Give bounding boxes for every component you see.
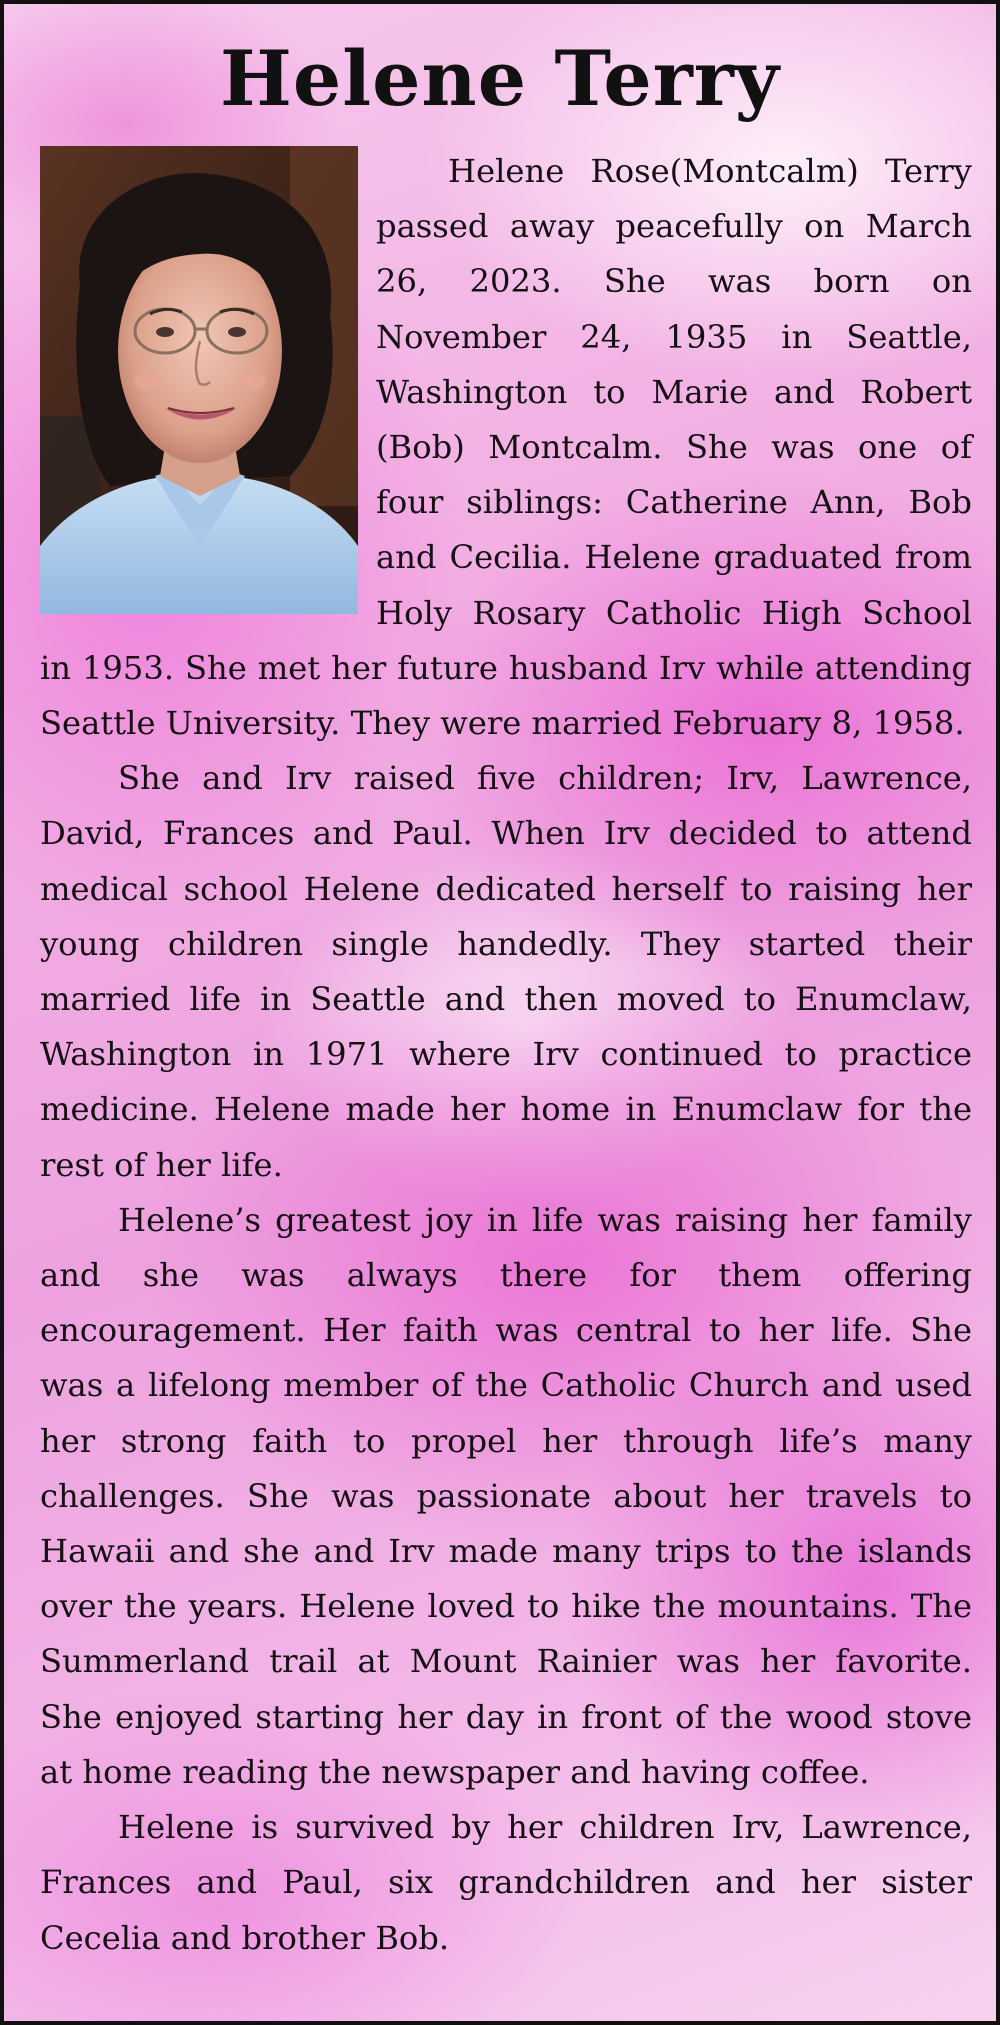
paragraph-2: She and Irv raised five children; Irv, Lawrence, David, Frances and Paul. When Irv decided to attend medical school Helene dedicated herself to raising her young children single handedly. They started their married life in Seattle and then moved to Enumclaw, Washington in 1971 where Irv continued to practice medicine. Helene made her home in Enumclaw for the rest of her life. bbox=[40, 759, 972, 1184]
paragraph-1-text: Helene Rose(Montcalm) Terry passed away peacefully on March 26, 2023. She was born on November 24, 1935 in Seattle, Washington to Marie and Robert (Bob) Montcalm. She was one of four siblings: Catherine Ann, Bob and Cecilia. Helene graduated from Holy Rosary Catholic High School in 1953. She met her future husband Irv while attending Seattle University. They were married February 8, 1958. bbox=[40, 152, 972, 743]
photo-wrap-spacer bbox=[40, 144, 376, 614]
obituary-body bbox=[40, 144, 972, 1966]
paragraph-3: Helene’s greatest joy in life was raising her family and she was always there for them offering encouragement. Her faith was central to her life. She was a lifelong member of the Catholic Church and used her strong faith to propel her through life’s many challenges. She was passionate about her travels to Hawaii and she and Irv made many trips to the islands over the years. Helene loved to hike the mountains. The Summerland trail at Mount Rainier was her favorite. She enjoyed starting her day in front of the wood stove at home reading the newspaper and having coffee. bbox=[40, 1200, 972, 1791]
obituary-title: Helene Terry bbox=[220, 34, 780, 123]
paragraph-4: Helene is survived by her children Irv, Lawrence, Frances and Paul, six grandchildren and her sister Cecelia and brother Bob. bbox=[40, 1808, 972, 1957]
